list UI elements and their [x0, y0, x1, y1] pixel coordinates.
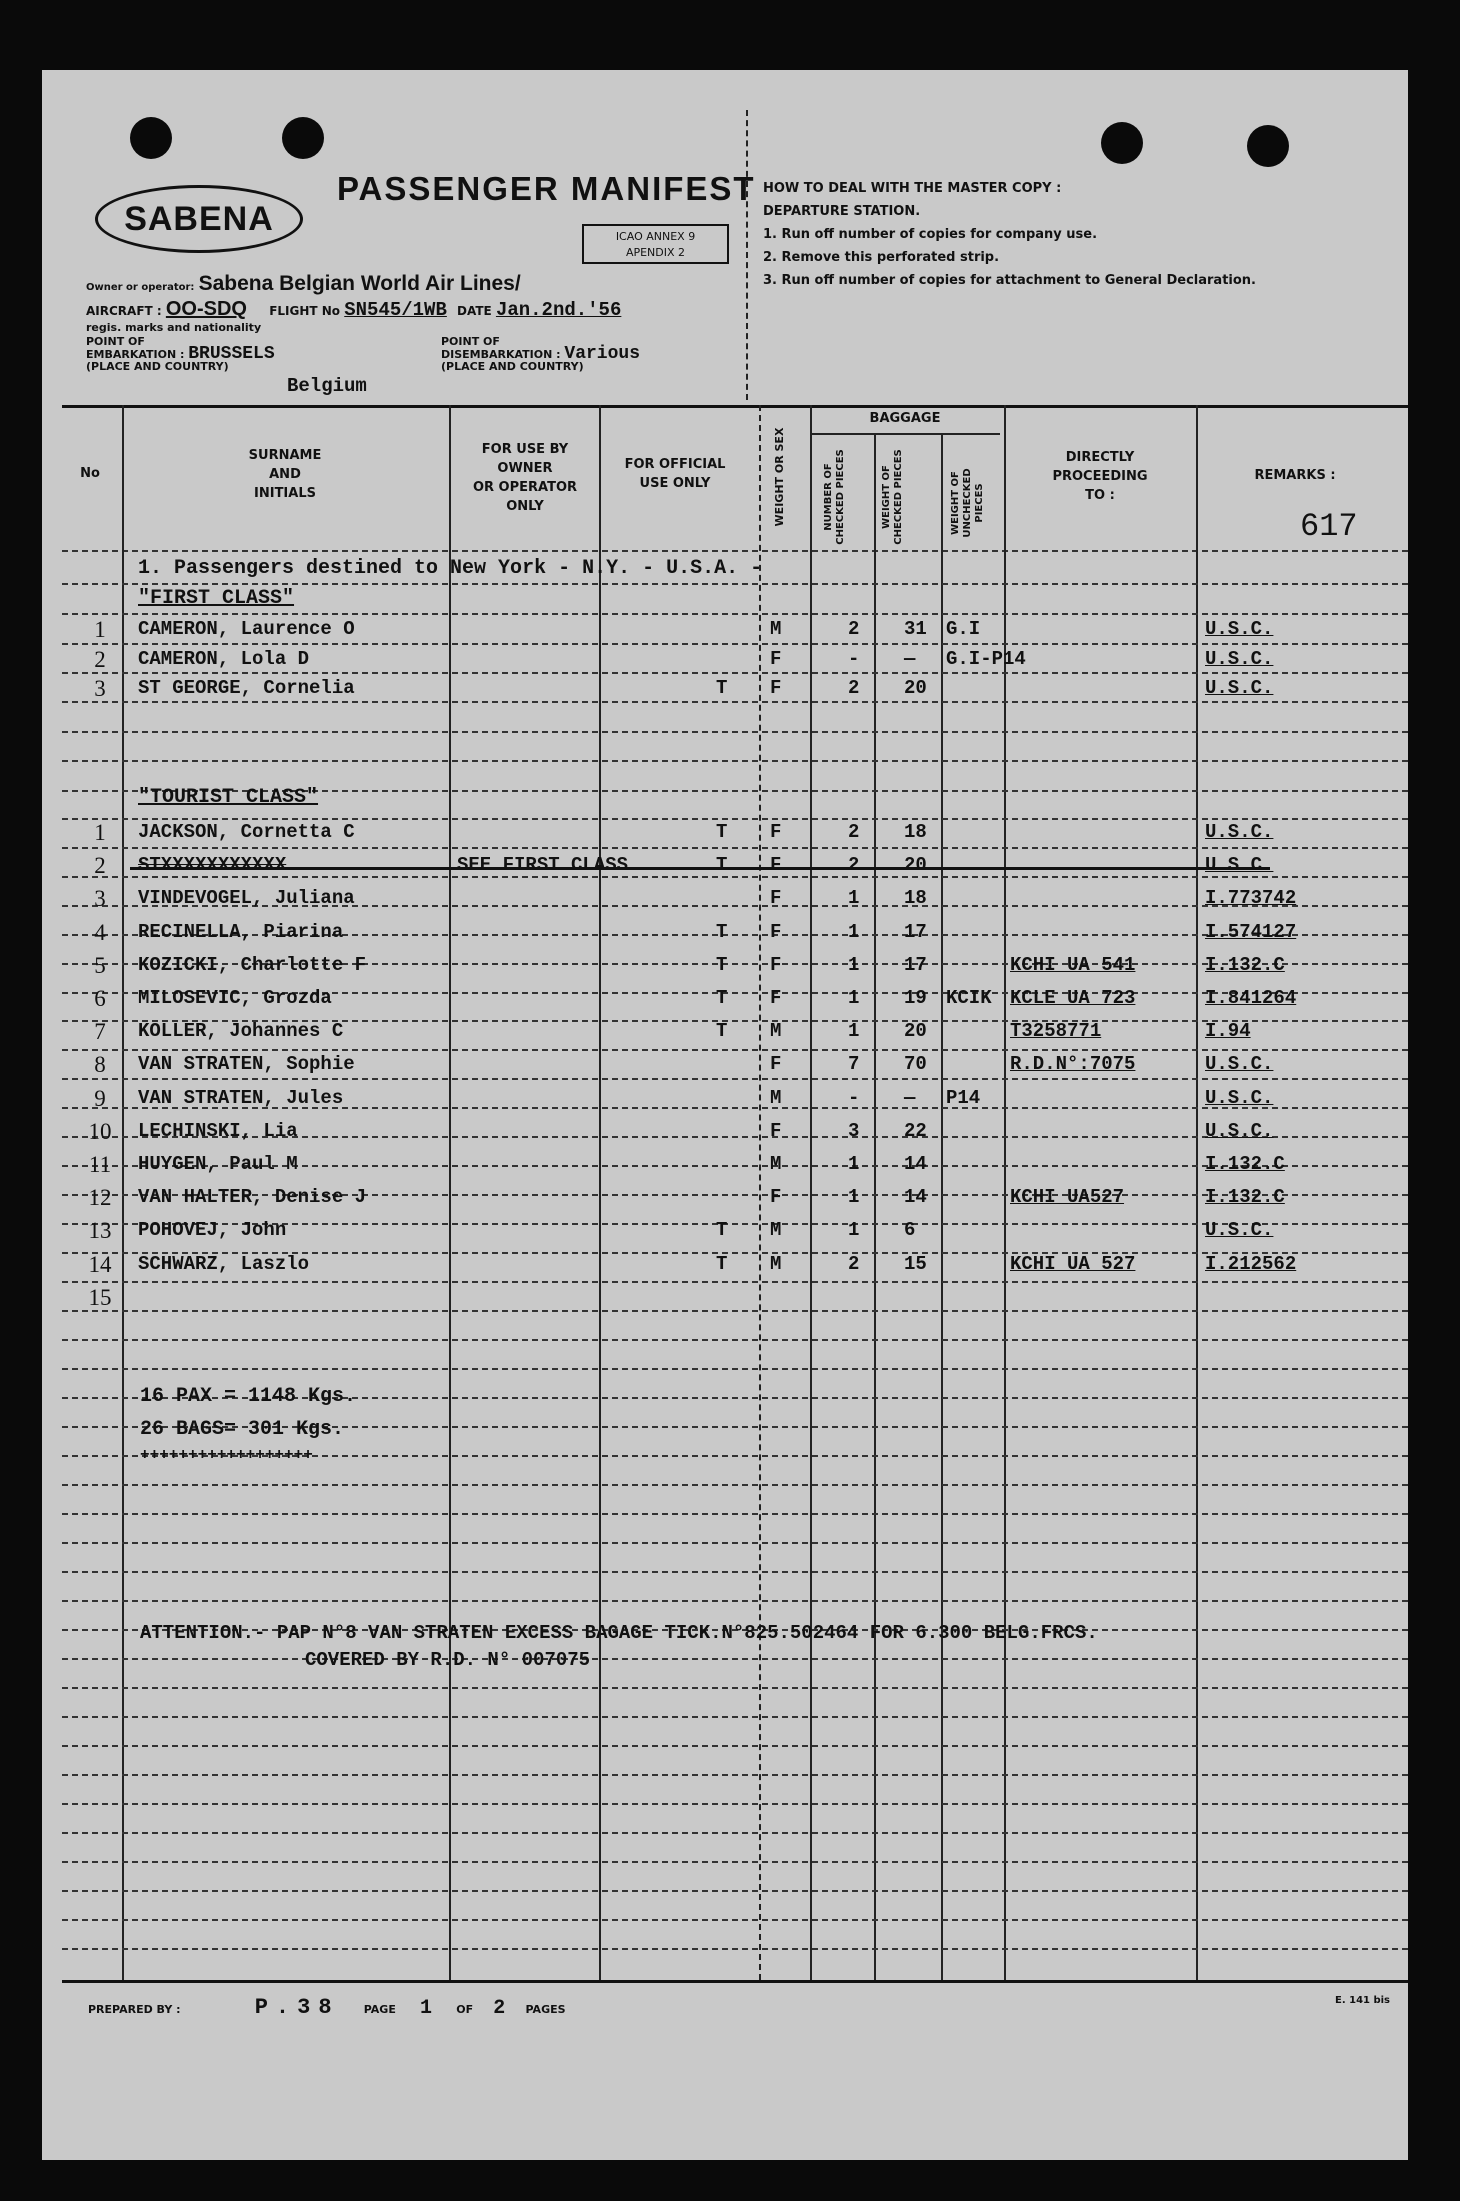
remarks-value: U.S.C. — [1205, 821, 1274, 843]
row-rule — [62, 1687, 1408, 1689]
attention-line1: ATTENTION.- PAP N°8 VAN STRATEN EXCESS BAGAGE TICK.N°825.502464 FOR 6.300 BELG.FRCS. — [140, 1622, 1098, 1644]
row-rule — [62, 1571, 1408, 1573]
row-number: 5 — [94, 952, 106, 978]
checked-weight: 18 — [904, 887, 927, 910]
checked-pieces: 2 — [848, 821, 860, 843]
checked-weight: 20 — [904, 677, 927, 699]
passenger-name: JACKSON, Cornetta C — [138, 821, 355, 843]
page-stamp: 617 — [1300, 508, 1358, 545]
row-rule — [62, 1368, 1408, 1370]
remarks-value: I.132.C — [1205, 1153, 1285, 1175]
official-mark: T — [716, 987, 728, 1009]
row-number: 1 — [94, 820, 106, 845]
checked-weight: 15 — [904, 1252, 927, 1275]
remarks-value: I.212562 — [1205, 1252, 1297, 1275]
remarks-value: U.S.C. — [1205, 1219, 1274, 1242]
sex-value: F — [770, 1053, 782, 1076]
master-copy-instructions — [763, 177, 1256, 292]
embark-label2: EMBARKATION : BRUSSELS — [86, 344, 275, 364]
strike-through-line — [130, 867, 1270, 870]
pages-label: PAGES — [525, 2003, 566, 2016]
remarks-value: U.S.C. — [1205, 1119, 1274, 1142]
row-rule — [62, 1658, 1408, 1660]
row-number: 8 — [94, 1052, 106, 1078]
checked-pieces: 2 — [848, 1252, 860, 1275]
row-rule — [62, 1948, 1408, 1950]
col-divider — [599, 405, 601, 1980]
owner-label: Owner or operator: — [86, 282, 195, 293]
of-value: 2 — [493, 1997, 506, 2020]
page-title: PASSENGER MANIFEST — [337, 170, 756, 207]
official-mark: T — [716, 1020, 728, 1043]
prepared-label: PREPARED BY : — [88, 2003, 181, 2016]
icao-box — [582, 224, 729, 264]
col-weight-sex: WEIGHT OR SEX — [773, 427, 786, 527]
row-rule — [62, 672, 1408, 674]
punch-hole — [130, 117, 172, 159]
row-number: 2 — [94, 646, 106, 672]
sex-value: M — [770, 1252, 782, 1275]
row-number: 14 — [88, 1251, 112, 1277]
row-rule — [62, 731, 1408, 733]
col-directly: DIRECTLY PROCEEDING TO : — [1052, 450, 1148, 503]
passenger-name: KOZICKI, Charlotte F — [138, 953, 367, 976]
row-number: 3 — [94, 886, 106, 912]
checked-weight: — — [904, 647, 916, 670]
checked-pieces: 1 — [848, 987, 860, 1009]
col-weight-unchecked: WEIGHT OF UNCHECKED PIECES — [950, 468, 985, 538]
official-mark: T — [716, 677, 728, 699]
disembark-block — [441, 336, 640, 373]
sex-value: F — [770, 1186, 782, 1209]
remarks-value: U.S.C. — [1205, 618, 1274, 640]
checked-pieces: 2 — [848, 854, 860, 877]
disembark-value: Various — [564, 344, 641, 364]
punch-hole — [282, 117, 324, 159]
row-number: 6 — [94, 986, 106, 1011]
checked-pieces: 1 — [848, 920, 860, 943]
col-baggage: BAGGAGE — [869, 411, 941, 426]
row-rule — [62, 701, 1408, 703]
proceeding-to: KCHI UA527 — [1010, 1186, 1125, 1209]
form-code: E. 141 bis — [1335, 1995, 1391, 2006]
unchecked-weight: G.I — [946, 618, 981, 640]
checked-weight: 22 — [904, 1119, 927, 1142]
proceeding-to: KCLE UA 723 — [1010, 987, 1136, 1009]
checked-pieces: - — [848, 1086, 860, 1109]
checked-pieces: 2 — [848, 618, 860, 640]
col-divider — [810, 405, 812, 1980]
passenger-name: VAN STRATEN, Jules — [138, 1086, 344, 1109]
section-note: 1. Passengers destined to New York - N.Y. - U.S.A. - — [138, 557, 763, 580]
passenger-name: SCHWARZ, Laszlo — [138, 1252, 310, 1275]
icao-line1: ICAO ANNEX 9 — [615, 230, 696, 243]
checked-pieces: 3 — [848, 1119, 860, 1142]
unchecked-weight: P14 — [946, 1086, 981, 1109]
aircraft-label: AIRCRAFT : — [86, 304, 162, 318]
aircraft-row — [86, 298, 621, 321]
flight-value: SN545/1WB — [344, 299, 447, 321]
embark-label3: (PLACE AND COUNTRY) — [86, 360, 229, 373]
checked-weight: 18 — [904, 821, 927, 843]
passenger-name: RECINELLA, Piarina — [138, 920, 344, 943]
baggage-underline — [810, 433, 1000, 435]
passenger-name: CAMERON, Lola D — [138, 647, 310, 670]
row-note: SEE FIRST CLASS — [457, 854, 629, 877]
col-remarks: REMARKS : — [1254, 468, 1336, 483]
totals-rule: ++++++++++++++++++ — [140, 1446, 313, 1464]
sex-value: F — [770, 677, 782, 699]
row-rule — [62, 818, 1408, 820]
checked-pieces: 1 — [848, 1186, 860, 1209]
prepared-by — [88, 1995, 566, 2020]
proceeding-to: R.D.N°:7075 — [1010, 1053, 1136, 1076]
sex-value: M — [770, 1020, 782, 1043]
row-rule — [62, 1745, 1408, 1747]
passenger-name: HUYGEN, Paul M — [138, 1153, 298, 1175]
official-mark: T — [716, 821, 728, 843]
passenger-name: KOLLER, Johannes C — [138, 1020, 344, 1043]
checked-weight: — — [904, 1086, 916, 1109]
checked-pieces: 2 — [848, 677, 860, 699]
passenger-name: ST GEORGE, Cornelia — [138, 677, 355, 699]
checked-pieces: 1 — [848, 953, 860, 976]
remarks-value: U.S.C. — [1205, 854, 1274, 877]
disembark-label1: POINT OF — [441, 335, 500, 348]
checked-weight: 17 — [904, 920, 927, 943]
remarks-value: I.132.C — [1205, 1186, 1285, 1209]
col-official: FOR OFFICIAL USE ONLY — [624, 457, 726, 491]
table-top-border — [62, 405, 1408, 408]
totals-pax: 16 PAX = 1148 Kgs. — [140, 1385, 357, 1408]
row-rule — [62, 1774, 1408, 1776]
row-rule — [62, 1716, 1408, 1718]
checked-pieces: 7 — [848, 1053, 860, 1076]
instr-step2: 2. Remove this perforated strip. — [763, 250, 1000, 265]
sex-value: F — [770, 953, 782, 976]
passenger-name: MILOSEVIC, Grozda — [138, 987, 332, 1009]
table-header-bottom — [62, 550, 1408, 552]
passenger-name: VAN STRATEN, Sophie — [138, 1053, 355, 1076]
disembark-label2: DISEMBARKATION : Various — [441, 344, 641, 364]
flight-label: FLIGHT No — [269, 304, 341, 318]
unchecked-weight: G.I-P14 — [946, 647, 1026, 670]
disembark-label3: (PLACE AND COUNTRY) — [441, 360, 584, 373]
col-no: No — [80, 466, 100, 481]
embark-value: BRUSSELS — [188, 344, 275, 364]
date-value: Jan.2nd.'56 — [495, 299, 622, 321]
sex-value: M — [770, 1153, 782, 1175]
punch-hole — [1247, 125, 1289, 167]
checked-pieces: 1 — [848, 1219, 860, 1242]
punch-hole — [1101, 122, 1143, 164]
embark-label1: POINT OF — [86, 335, 145, 348]
sex-value: F — [770, 987, 782, 1009]
checked-weight: 70 — [904, 1053, 927, 1076]
checked-weight: 20 — [904, 854, 927, 877]
official-mark: T — [716, 1219, 728, 1242]
row-number: 10 — [88, 1118, 112, 1144]
col-divider — [1196, 405, 1198, 1980]
passenger-name: VAN HALTER, Denise J — [138, 1186, 367, 1209]
passenger-name: CAMERON, Laurence O — [138, 618, 355, 640]
row-rule — [62, 1832, 1408, 1834]
owner-row — [86, 272, 521, 296]
row-rule — [62, 1542, 1408, 1544]
row-rule — [62, 1281, 1408, 1283]
col-owner-use: FOR USE BY OWNER OR OPERATOR ONLY — [472, 442, 578, 514]
table-bottom-border — [62, 1980, 1408, 1983]
col-weight-checked: WEIGHT OF CHECKED PIECES — [881, 449, 904, 545]
date-label: DATE — [457, 304, 492, 318]
perforation-line — [746, 110, 748, 400]
checked-pieces: 1 — [848, 887, 860, 910]
embark-block — [86, 336, 275, 373]
row-rule — [62, 1600, 1408, 1602]
attention-line2: COVERED BY R.D. N° 007075 — [305, 1649, 591, 1671]
col-divider — [1004, 405, 1006, 1980]
row-number: 7 — [94, 1019, 106, 1045]
sabena-logo: SABENA — [95, 185, 303, 253]
row-number: 13 — [88, 1218, 112, 1244]
sex-value: M — [770, 1086, 782, 1109]
aircraft-value: OO-SDQ — [165, 298, 247, 320]
checked-weight: 19 — [904, 987, 927, 1009]
row-rule — [62, 1484, 1408, 1486]
instr-heading: HOW TO DEAL WITH THE MASTER COPY : — [763, 181, 1062, 196]
of-label: OF — [456, 2003, 474, 2016]
row-rule — [62, 1919, 1408, 1921]
aircraft-sublabel: regis. marks and nationality — [86, 321, 262, 334]
row-rule — [62, 876, 1408, 878]
unchecked-weight: KCIK — [946, 987, 992, 1009]
first-class-label: "FIRST CLASS" — [138, 587, 295, 610]
official-mark: T — [716, 953, 728, 976]
row-rule — [62, 1339, 1408, 1341]
row-rule — [62, 1078, 1408, 1080]
row-rule — [62, 643, 1408, 645]
row-number: 15 — [88, 1285, 112, 1310]
row-rule — [62, 760, 1408, 762]
row-rule — [62, 583, 1408, 585]
instr-step1: 1. Run off number of copies for company use. — [763, 227, 1098, 242]
checked-weight: 6 — [904, 1219, 916, 1242]
checked-weight: 14 — [904, 1186, 927, 1209]
checked-pieces: 1 — [848, 1153, 860, 1175]
sex-value: F — [770, 854, 782, 877]
passenger-name: LECHINSKI, Lia — [138, 1119, 298, 1142]
checked-weight: 31 — [904, 618, 927, 640]
page-value: 1 — [420, 1997, 433, 2020]
totals-bags: 26 BAGS= 301 Kgs. — [140, 1418, 345, 1441]
passenger-name: VINDEVOGEL, Juliana — [138, 887, 355, 910]
remarks-value: I.574127 — [1205, 920, 1297, 943]
checked-weight: 14 — [904, 1153, 927, 1175]
sex-value: F — [770, 887, 782, 910]
remarks-value: I.841264 — [1205, 987, 1297, 1009]
row-number: 2 — [94, 853, 106, 879]
checked-weight: 17 — [904, 953, 927, 976]
row-rule — [62, 1310, 1408, 1312]
page-label: PAGE — [363, 2003, 396, 2016]
row-number: 4 — [94, 919, 106, 945]
row-number: 9 — [94, 1085, 106, 1111]
manifest-paper — [42, 70, 1408, 2160]
row-number: 1 — [94, 617, 106, 642]
col-divider — [759, 405, 761, 1980]
official-mark: T — [716, 920, 728, 943]
row-rule — [62, 847, 1408, 849]
official-mark: T — [716, 854, 728, 877]
row-rule — [62, 613, 1408, 615]
tourist-class-label: "TOURIST CLASS" — [138, 786, 319, 809]
sex-value: F — [770, 920, 782, 943]
instr-station: DEPARTURE STATION. — [763, 204, 921, 219]
remarks-value: I.132.C — [1205, 953, 1285, 976]
row-rule — [62, 1049, 1408, 1051]
col-divider — [449, 405, 451, 1980]
proceeding-to: KCHI UA 541 — [1010, 953, 1136, 976]
sex-value: F — [770, 821, 782, 843]
row-number: 11 — [88, 1152, 112, 1177]
remarks-value: I.94 — [1205, 1020, 1251, 1043]
row-number: 3 — [94, 676, 106, 701]
proceeding-to: T3258771 — [1010, 1020, 1102, 1043]
icao-line2: APENDIX 2 — [625, 246, 686, 259]
remarks-value: U.S.C. — [1205, 1053, 1274, 1076]
row-number: 12 — [88, 1185, 112, 1211]
col-divider — [941, 433, 943, 1980]
col-num-checked: NUMBER OF CHECKED PIECES — [823, 449, 846, 545]
sex-value: F — [770, 1119, 782, 1142]
row-rule — [62, 1861, 1408, 1863]
sex-value: M — [770, 1219, 782, 1242]
row-rule — [62, 1803, 1408, 1805]
sex-value: F — [770, 647, 782, 670]
instr-step3: 3. Run off number of copies for attachment to General Declaration. — [763, 273, 1256, 288]
sex-value: M — [770, 618, 782, 640]
remarks-value: U.S.C. — [1205, 1086, 1274, 1109]
passenger-name: POHOVEJ, John — [138, 1219, 287, 1242]
checked-pieces: - — [848, 647, 860, 670]
passenger-name: STXXXXXXXXXXX — [138, 854, 287, 877]
official-mark: T — [716, 1252, 728, 1275]
embark-country: Belgium — [287, 375, 367, 397]
col-surname: SURNAME AND INITIALS — [248, 448, 322, 501]
remarks-value: U.S.C. — [1205, 677, 1274, 699]
remarks-value: U.S.C. — [1205, 647, 1274, 670]
checked-pieces: 1 — [848, 1020, 860, 1043]
remarks-value: I.773742 — [1205, 887, 1297, 910]
col-divider — [874, 433, 876, 1980]
proceeding-to: KCHI UA 527 — [1010, 1252, 1136, 1275]
row-rule — [62, 1513, 1408, 1515]
owner-value: Sabena Belgian World Air Lines/ — [198, 272, 521, 295]
checked-weight: 20 — [904, 1020, 927, 1043]
prepared-value: P.38 — [254, 1995, 340, 2020]
row-rule — [62, 1890, 1408, 1892]
